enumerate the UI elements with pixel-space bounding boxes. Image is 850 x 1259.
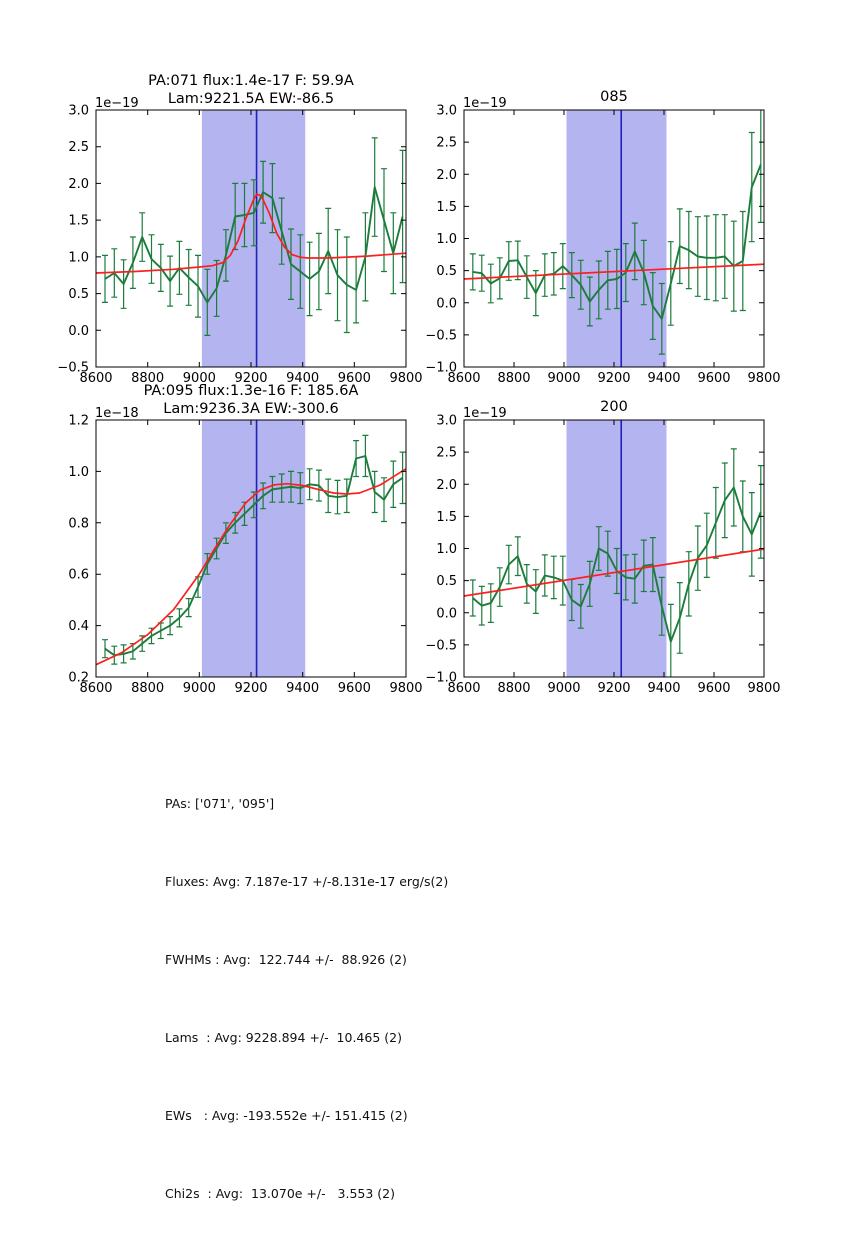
x-tick-label: 9800 xyxy=(747,681,781,696)
x-tick-label: 9600 xyxy=(697,371,731,386)
y-tick-label: 1.5 xyxy=(68,213,89,229)
axis-offset-label: 1e−19 xyxy=(95,96,139,111)
y-tick-label: −0.5 xyxy=(425,328,457,344)
axis-offset-label: 1e−18 xyxy=(95,406,139,421)
y-tick-label: 1.5 xyxy=(436,199,457,215)
y-tick-label: 0.8 xyxy=(68,516,89,532)
subplot-title: Lam:9236.3A EW:-300.6 xyxy=(163,401,339,417)
y-tick-label: 0.5 xyxy=(68,287,89,303)
x-tick-label: 9000 xyxy=(182,681,216,696)
x-tick-label: 9200 xyxy=(597,681,631,696)
stats-line-fluxes: Fluxes: Avg: 7.187e-17 +/-8.131e-17 erg/s(2) xyxy=(165,874,449,889)
y-tick-label: 2.0 xyxy=(436,477,457,493)
subplot-title: PA:095 flux:1.3e-16 F: 185.6A xyxy=(143,383,359,399)
x-tick-label: 9800 xyxy=(389,681,423,696)
x-tick-label: 9400 xyxy=(647,371,681,386)
y-tick-label: 0.0 xyxy=(436,296,457,312)
y-tick-label: 0.6 xyxy=(68,567,89,583)
stats-line-ews: EWs : Avg: -193.552e +/- 151.415 (2) xyxy=(165,1108,408,1123)
x-tick-label: 8800 xyxy=(497,681,531,696)
x-tick-label: 9400 xyxy=(286,371,320,386)
subplot-title: PA:071 flux:1.4e-17 F: 59.9A xyxy=(148,73,354,89)
y-tick-label: 1.0 xyxy=(436,232,457,247)
y-tick-label: −1.0 xyxy=(425,670,457,686)
y-tick-label: 1.0 xyxy=(436,542,457,557)
y-tick-label: 2.0 xyxy=(436,167,457,183)
y-tick-label: 3.0 xyxy=(436,103,457,119)
x-tick-label: 9000 xyxy=(547,371,581,386)
stats-line-chi2s: Chi2s : Avg: 13.070e +/- 3.553 (2) xyxy=(165,1186,396,1201)
x-tick-label: 9600 xyxy=(337,371,371,386)
x-tick-label: 9800 xyxy=(747,371,781,386)
y-tick-label: 1.0 xyxy=(68,464,89,480)
stats-line-lams: Lams : Avg: 9228.894 +/- 10.465 (2) xyxy=(165,1030,402,1045)
x-tick-label: 9000 xyxy=(182,371,216,386)
x-tick-label: 9600 xyxy=(337,681,371,696)
x-tick-label: 8600 xyxy=(79,681,113,696)
x-tick-label: 9200 xyxy=(234,681,268,696)
y-tick-label: 1.0 xyxy=(68,250,89,266)
y-tick-label: 3.0 xyxy=(68,103,89,119)
axis-offset-label: 1e−19 xyxy=(463,406,507,421)
subplot-pa071 xyxy=(57,73,422,386)
x-tick-label: 9400 xyxy=(286,681,320,696)
y-tick-label: 0.4 xyxy=(68,619,89,635)
y-tick-label: −0.5 xyxy=(425,638,457,654)
x-tick-label: 8800 xyxy=(497,371,531,386)
y-tick-label: 2.5 xyxy=(436,135,457,151)
x-tick-label: 8800 xyxy=(131,371,165,386)
y-tick-label: 2.0 xyxy=(68,176,89,192)
y-tick-label: 0.5 xyxy=(436,264,457,280)
y-tick-label: 0.5 xyxy=(436,574,457,590)
subplot-pa085 xyxy=(425,89,780,386)
y-tick-label: 0.0 xyxy=(68,323,89,339)
axis-offset-label: 1e−19 xyxy=(463,96,507,111)
stats-block xyxy=(165,739,448,1259)
x-tick-label: 9600 xyxy=(697,681,731,696)
y-tick-label: 3.0 xyxy=(436,413,457,429)
x-tick-label: 8600 xyxy=(447,371,481,386)
x-tick-label: 9200 xyxy=(597,371,631,386)
stats-line-fwhms: FWHMs : Avg: 122.744 +/- 88.926 (2) xyxy=(165,952,407,967)
subplot-title: 085 xyxy=(600,89,628,105)
stats-line-pas: PAs: ['071', '095'] xyxy=(165,796,275,811)
x-tick-label: 9800 xyxy=(389,371,423,386)
subplot-title: 200 xyxy=(600,399,628,415)
y-tick-label: −0.5 xyxy=(57,360,89,376)
subplot-pa200 xyxy=(425,399,780,696)
x-tick-label: 9200 xyxy=(234,371,268,386)
subplot-title: Lam:9221.5A EW:-86.5 xyxy=(167,91,335,107)
x-tick-label: 9400 xyxy=(647,681,681,696)
y-tick-label: 1.5 xyxy=(436,509,457,525)
y-tick-label: 0.0 xyxy=(436,606,457,622)
x-tick-label: 9000 xyxy=(547,681,581,696)
integration-band xyxy=(567,110,667,367)
y-tick-label: 0.2 xyxy=(68,670,89,686)
y-tick-label: 2.5 xyxy=(436,445,457,461)
y-tick-label: 1.2 xyxy=(68,413,89,429)
y-tick-label: 2.5 xyxy=(68,140,89,156)
y-tick-label: −1.0 xyxy=(425,360,457,376)
subplot-pa095 xyxy=(68,383,422,696)
x-tick-label: 8600 xyxy=(79,371,113,386)
x-tick-label: 8600 xyxy=(447,681,481,696)
x-tick-label: 8800 xyxy=(131,681,165,696)
